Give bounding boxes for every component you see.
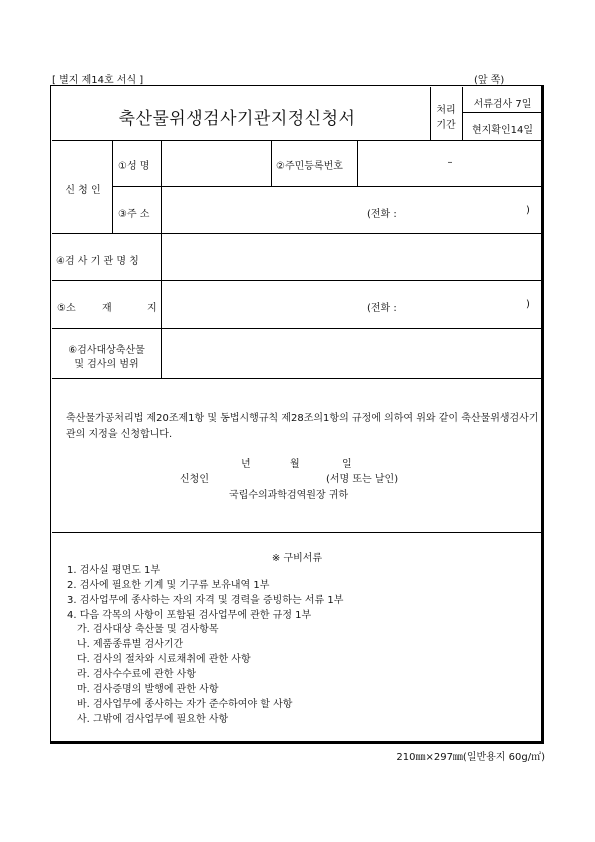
processing-label-line1: 처리 (436, 105, 456, 116)
row-divider (52, 233, 542, 234)
location-label-mid: 재 (102, 303, 112, 314)
processing-label-line2: 기간 (436, 120, 456, 131)
paper-spec-footer: 210㎜×297㎜(일반용지 60g/㎡) (396, 752, 545, 763)
row-divider (112, 186, 542, 187)
list-item: 4. 다음 각목의 사항이 포함된 검사업무에 관한 규정 1부 (67, 610, 312, 621)
required-docs-sublist (77, 622, 537, 727)
rrn-label: ②주민등록번호 (276, 161, 343, 172)
page-side-label: (앞 쪽) (474, 75, 505, 86)
list-item: 3. 검사업무에 종사하는 자의 자격 및 경력을 증빙하는 서류 1부 (67, 595, 344, 606)
addressee: 국립수의과학검역원장 귀하 (229, 490, 349, 501)
processing-site-check: 현지확인14일 (471, 125, 534, 136)
scope-label-line1: ⑥검사대상축산물 (68, 345, 145, 356)
col-divider (112, 140, 113, 233)
date-day: 일 (342, 459, 352, 470)
list-item: 바. 검사업무에 종사하는 자가 준수하여야 할 사항 (77, 699, 293, 710)
location-phone-label: (전화 : (367, 303, 397, 314)
address-phone-close: ) (526, 205, 530, 216)
required-docs-list (67, 563, 537, 623)
form-title: 축산물위생검사기관지정신청서 (118, 109, 356, 129)
rrn-field[interactable]: – (447, 157, 453, 168)
form-id: [ 별지 제14호 서식 ] (52, 75, 144, 86)
sign-note: (서명 또는 날인) (326, 474, 399, 485)
list-item: 가. 검사대상 축산물 및 검사항목 (77, 624, 219, 635)
row-divider (52, 328, 542, 329)
list-item: 라. 검사수수료에 관한 사항 (77, 669, 196, 680)
list-item: 1. 검사실 평면도 1부 (67, 565, 161, 576)
date-month: 월 (290, 459, 300, 470)
row-divider (52, 378, 542, 379)
date-year: 년 (241, 459, 251, 470)
list-item: 나. 제품종류별 검사기간 (77, 639, 184, 650)
location-label-end: 지 (147, 303, 157, 314)
row-divider (52, 140, 542, 141)
location-label-num: ⑤소 (57, 303, 76, 314)
name-label: ①성 명 (118, 161, 150, 172)
list-item: 다. 검사의 절차와 시료채취에 관한 사항 (77, 654, 251, 665)
applicant-section-label: 신 청 인 (65, 185, 101, 196)
list-item: 마. 검사증명의 발행에 관한 사항 (77, 684, 219, 695)
location-phone-close: ) (526, 299, 530, 310)
address-phone-label: (전화 : (367, 209, 397, 220)
row-divider (52, 280, 542, 281)
address-label: ③주 소 (118, 209, 150, 220)
row-divider (52, 532, 542, 533)
required-docs-title: ※ 구비서류 (271, 553, 323, 564)
list-item: 2. 검사에 필요한 기계 및 기구류 보유내역 1부 (67, 580, 270, 591)
col-divider (271, 140, 272, 186)
col-divider (161, 140, 162, 378)
processing-docs-review: 서류검사 7일 (473, 99, 532, 110)
list-item: 사. 그밖에 검사업무에 필요한 사항 (77, 714, 229, 725)
agency-name-label: ④검 사 기 관 명 칭 (56, 256, 139, 267)
scope-label-line2: 및 검사의 범위 (74, 359, 139, 370)
applicant-sign-label: 신청인 (180, 474, 209, 485)
declaration-text: 축산물가공처리법 제20조제1항 및 동법시행규칙 제28조의1항의 규정에 의하여 위와 같이 축산물위생검사기관의 지정을 신청합니다. (66, 413, 539, 440)
processing-divider (462, 112, 542, 113)
